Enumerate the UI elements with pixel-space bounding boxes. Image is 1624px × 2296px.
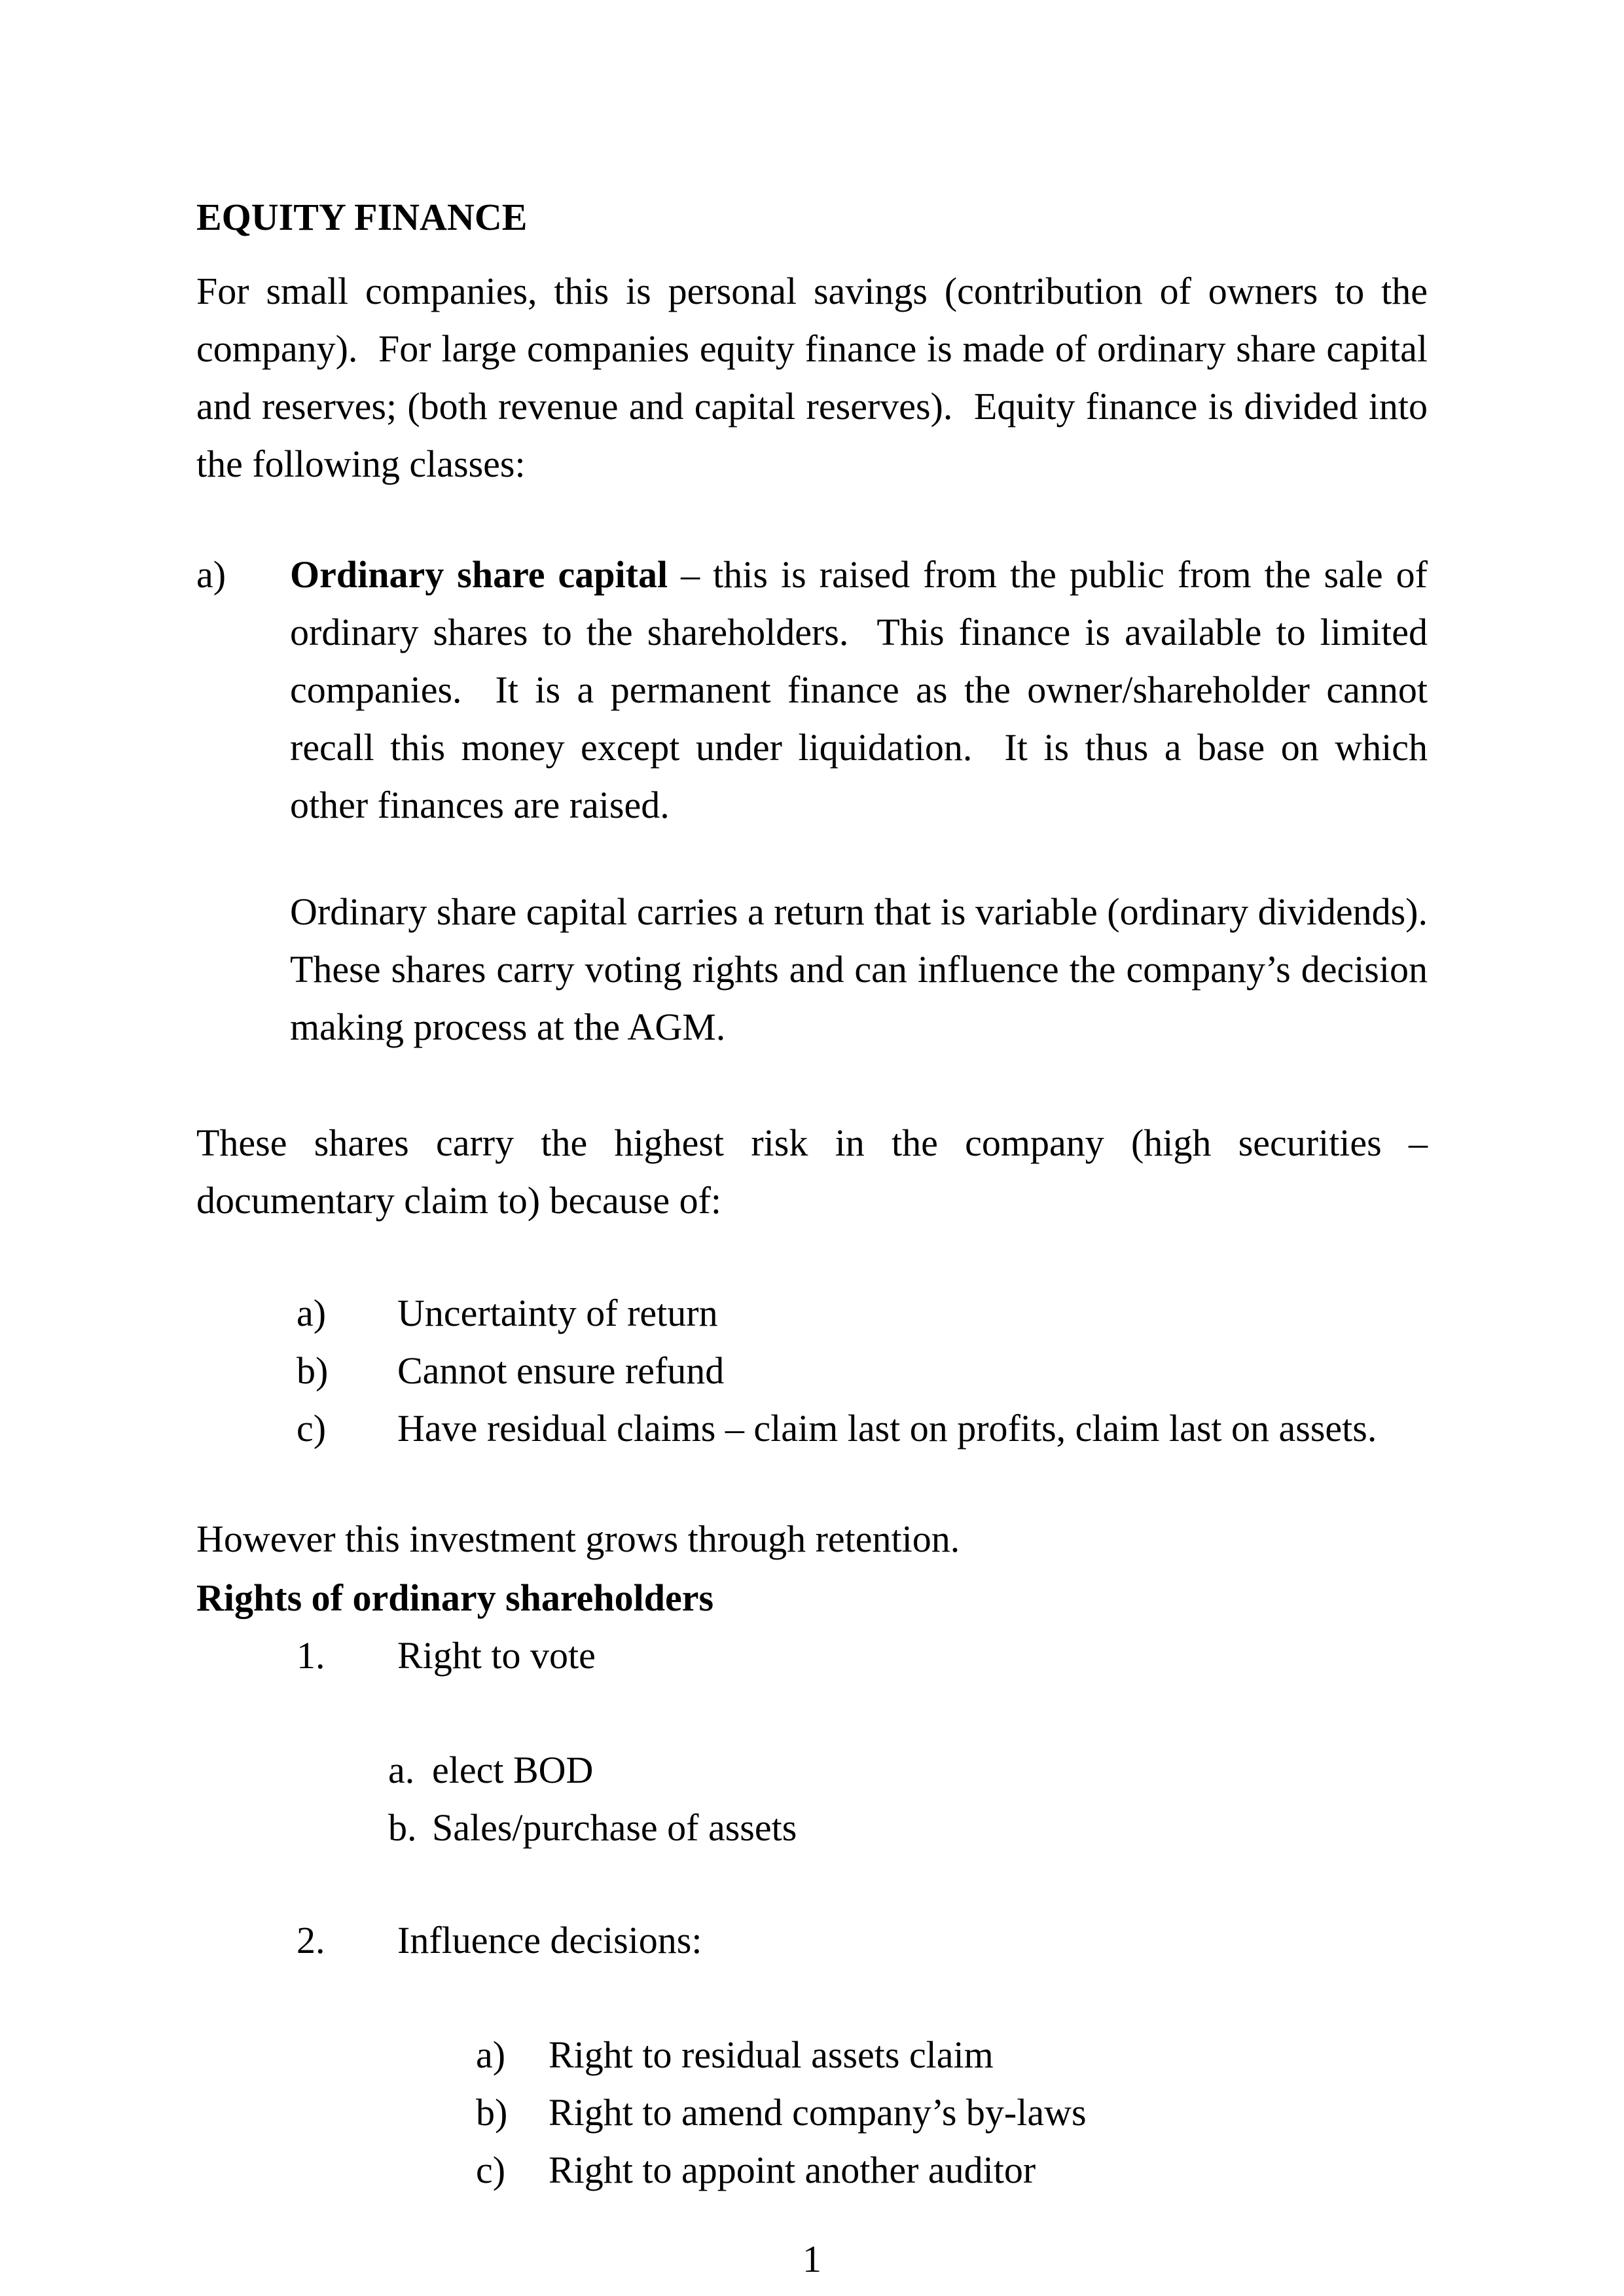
risk-text-b: Cannot ensure refund bbox=[397, 1349, 725, 1392]
decision-item bbox=[476, 2141, 1428, 2199]
rights-item-2 bbox=[297, 1912, 1428, 1969]
rights-heading: Rights of ordinary shareholders bbox=[196, 1576, 714, 1619]
decision-text-b: Right to amend company’s by-laws bbox=[549, 2091, 1087, 2134]
risk-list-item bbox=[297, 1342, 1428, 1400]
vote-sub-text-a: elect BOD bbox=[432, 1749, 594, 1791]
vote-sub-marker-b: b. bbox=[388, 1806, 417, 1849]
agm-paragraph: Ordinary share capital carries a return that is variable (ordinary dividends). These shares carry voting rights and can influence the company’s decision making process at the AGM. bbox=[290, 890, 1447, 1048]
risk-list-item bbox=[297, 1285, 1428, 1342]
rights-text-2: Influence decisions: bbox=[397, 1919, 702, 1961]
decision-text-c: Right to appoint another auditor bbox=[549, 2149, 1036, 2191]
risk-marker-a: a) bbox=[297, 1292, 327, 1334]
list-item-ordinary-share-capital bbox=[196, 546, 1437, 834]
page-number: 1 bbox=[803, 2238, 821, 2280]
rights-text-1: Right to vote bbox=[397, 1634, 596, 1677]
list-item-text bbox=[290, 546, 1437, 834]
document-title: EQUITY FINANCE bbox=[196, 196, 528, 238]
decision-marker-b: b) bbox=[476, 2091, 508, 2134]
decision-item bbox=[476, 2026, 1428, 2084]
risk-marker-b: b) bbox=[297, 1349, 329, 1392]
ordinary-share-capital-body: – this is raised from the public from the sale of ordinary shares to the shareholders. This finance is available to limited companies. It is a permanent finance as the owner/shareholder cannot recall this money except under liquidation. It is thus a base on which other finances are raised. bbox=[290, 553, 1437, 826]
rights-item-1 bbox=[297, 1627, 1428, 1685]
decision-text-a: Right to residual assets claim bbox=[549, 2033, 994, 2076]
intro-paragraph: For small companies, this is personal savings (contribution of owners to the company). For large companies equity finance is made of ordinary share capital and reserves; (both revenue and capital reserves). Equity finance is divided into the following classes: bbox=[196, 270, 1437, 485]
vote-sub-item bbox=[388, 1741, 1428, 1799]
risk-text-c: Have residual claims – claim last on profits, claim last on assets. bbox=[397, 1407, 1377, 1449]
vote-sub-marker-a: a. bbox=[388, 1749, 415, 1791]
decision-marker-c: c) bbox=[476, 2149, 506, 2191]
ordinary-share-capital-lead: Ordinary share capital bbox=[290, 553, 668, 596]
list-marker-a: a) bbox=[196, 553, 226, 596]
rights-marker-2: 2. bbox=[297, 1919, 325, 1961]
decision-item bbox=[476, 2084, 1428, 2141]
vote-sub-text-b: Sales/purchase of assets bbox=[432, 1806, 797, 1849]
decision-marker-a: a) bbox=[476, 2033, 506, 2076]
retention-paragraph: However this investment grows through retention. bbox=[196, 1518, 960, 1560]
risk-paragraph: These shares carry the highest risk in the company (high securities – documentary claim to) because of: bbox=[196, 1121, 1437, 1222]
rights-marker-1: 1. bbox=[297, 1634, 325, 1677]
risk-list-item bbox=[297, 1400, 1428, 1457]
risk-marker-c: c) bbox=[297, 1407, 327, 1449]
vote-sub-item bbox=[388, 1799, 1428, 1857]
risk-text-a: Uncertainty of return bbox=[397, 1292, 718, 1334]
